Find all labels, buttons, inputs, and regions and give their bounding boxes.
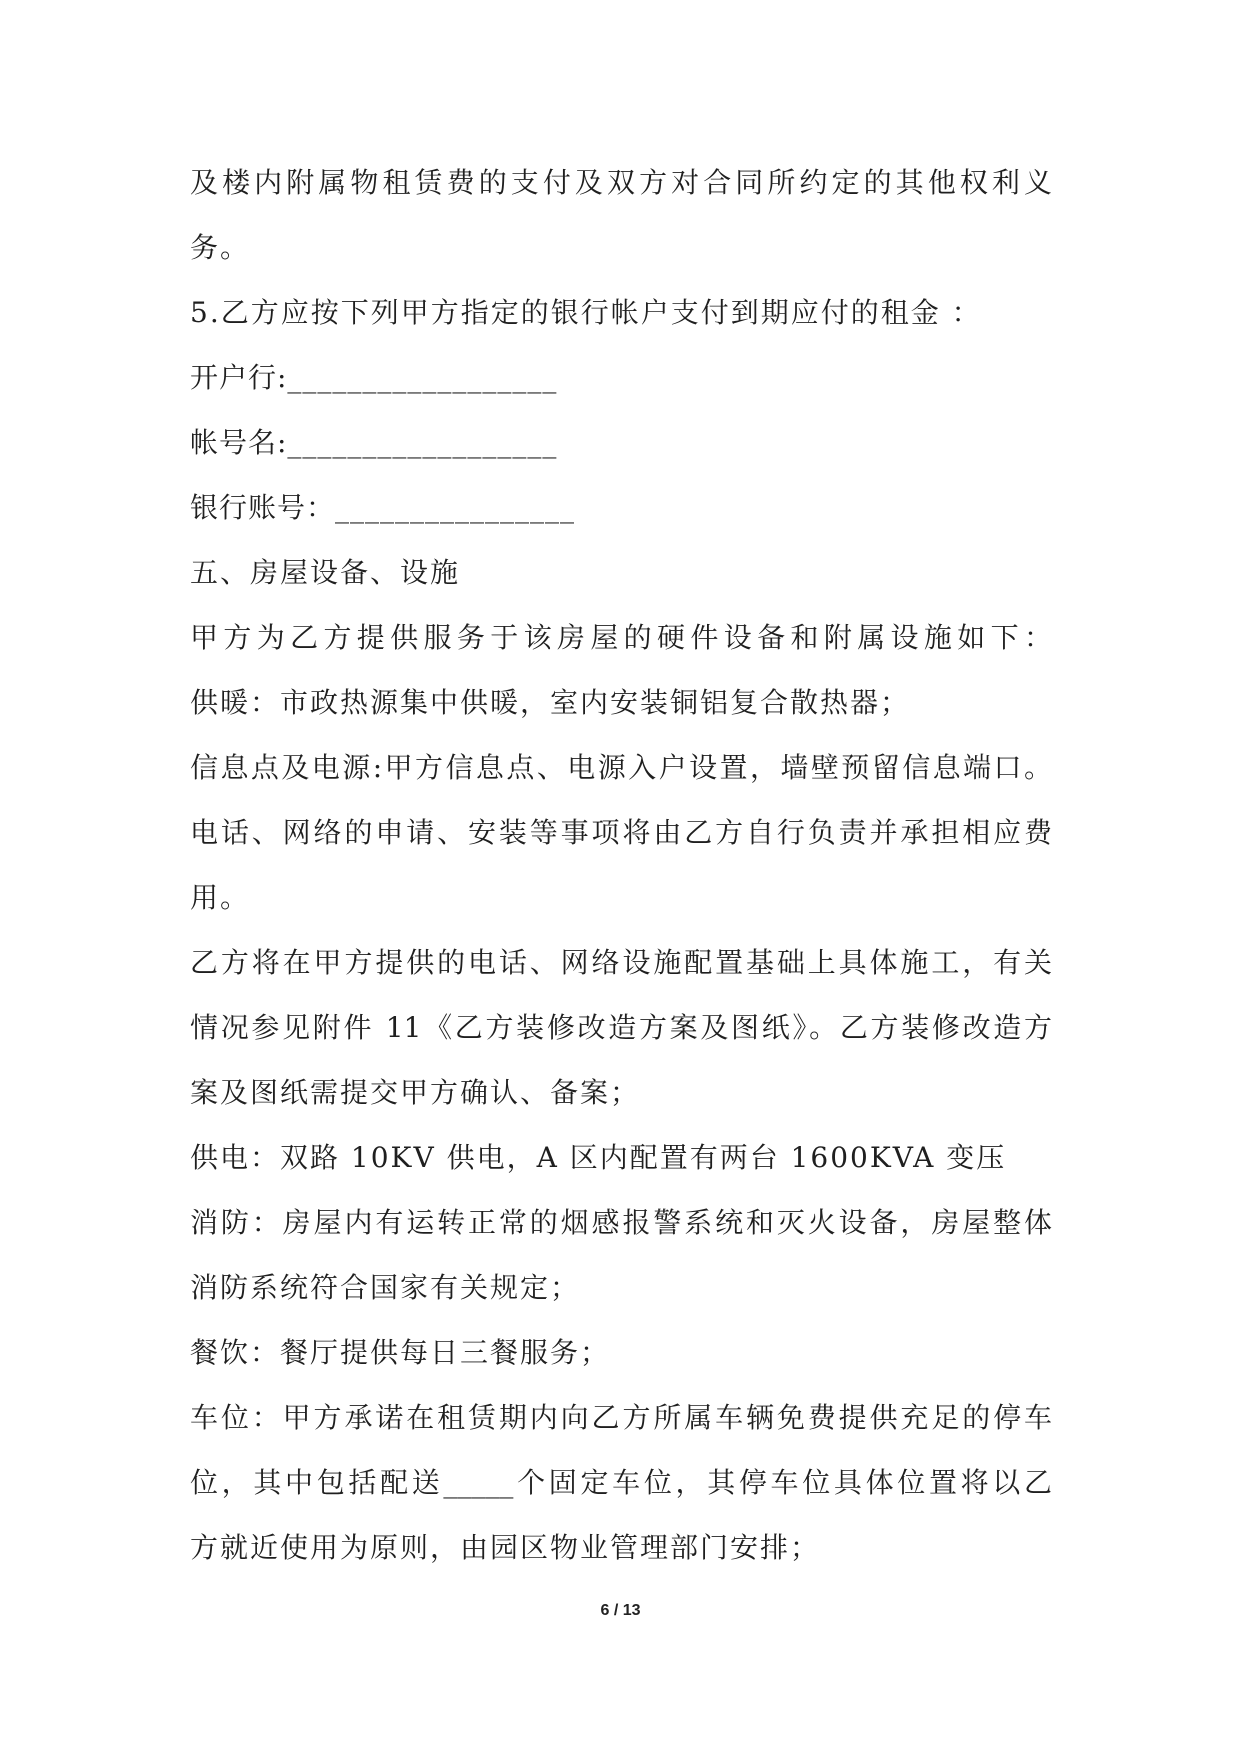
- body-line: 电话、网络的申请、安装等事项将由乙方自行负责并承担相应费: [190, 816, 1052, 849]
- parking-line: 车位：甲方承诺在租赁期内向乙方所属车辆免费提供充足的停车: [190, 1401, 1052, 1434]
- section-heading: 五、房屋设备、设施: [190, 556, 461, 589]
- page-number: 6 / 13: [600, 1602, 641, 1619]
- body-line: 方就近使用为原则，由园区物业管理部门安排；: [190, 1531, 821, 1564]
- body-line: 用。: [190, 881, 251, 914]
- heating-line: 供暖：市政热源集中供暖，室内安装铜铝复合散热器；: [190, 686, 911, 719]
- account-number-field: 银行账号：________________: [190, 491, 576, 524]
- body-line: 甲方为乙方提供服务于该房屋的硬件设备和附属设施如下：: [190, 621, 1052, 654]
- network-power-line: 信息点及电源:甲方信息点、电源入户设置，墙壁预留信息端口。: [190, 751, 1052, 784]
- bank-name-field: 开户行:__________________: [190, 361, 558, 394]
- body-line: 位，其中包括配送_____个固定车位，其停车位具体位置将以乙: [190, 1466, 1052, 1499]
- body-line: 案及图纸需提交甲方确认、备案；: [190, 1076, 641, 1109]
- power-supply-line: 供电：双路 10KV 供电，A 区内配置有两台 1600KVA 变压: [190, 1141, 1007, 1174]
- catering-line: 餐饮：餐厅提供每日三餐服务；: [190, 1336, 611, 1369]
- body-line: 务。: [190, 231, 251, 264]
- document-body: [190, 150, 1052, 1580]
- body-line: 及楼内附属物租赁费的支付及双方对合同所约定的其他权利义: [190, 166, 1052, 199]
- body-line: 乙方将在甲方提供的电话、网络设施配置基础上具体施工，有关: [190, 946, 1052, 979]
- account-name-field: 帐号名:__________________: [190, 426, 558, 459]
- clause-5-line: 5.乙方应按下列甲方指定的银行帐户支付到期应付的租金 ：: [190, 296, 982, 329]
- fire-protection-line: 消防：房屋内有运转正常的烟感报警系统和灭火设备，房屋整体: [190, 1206, 1052, 1239]
- body-line: 情况参见附件 11《乙方装修改造方案及图纸》。乙方装修改造方: [190, 1011, 1052, 1044]
- body-line: 消防系统符合国家有关规定；: [190, 1271, 581, 1304]
